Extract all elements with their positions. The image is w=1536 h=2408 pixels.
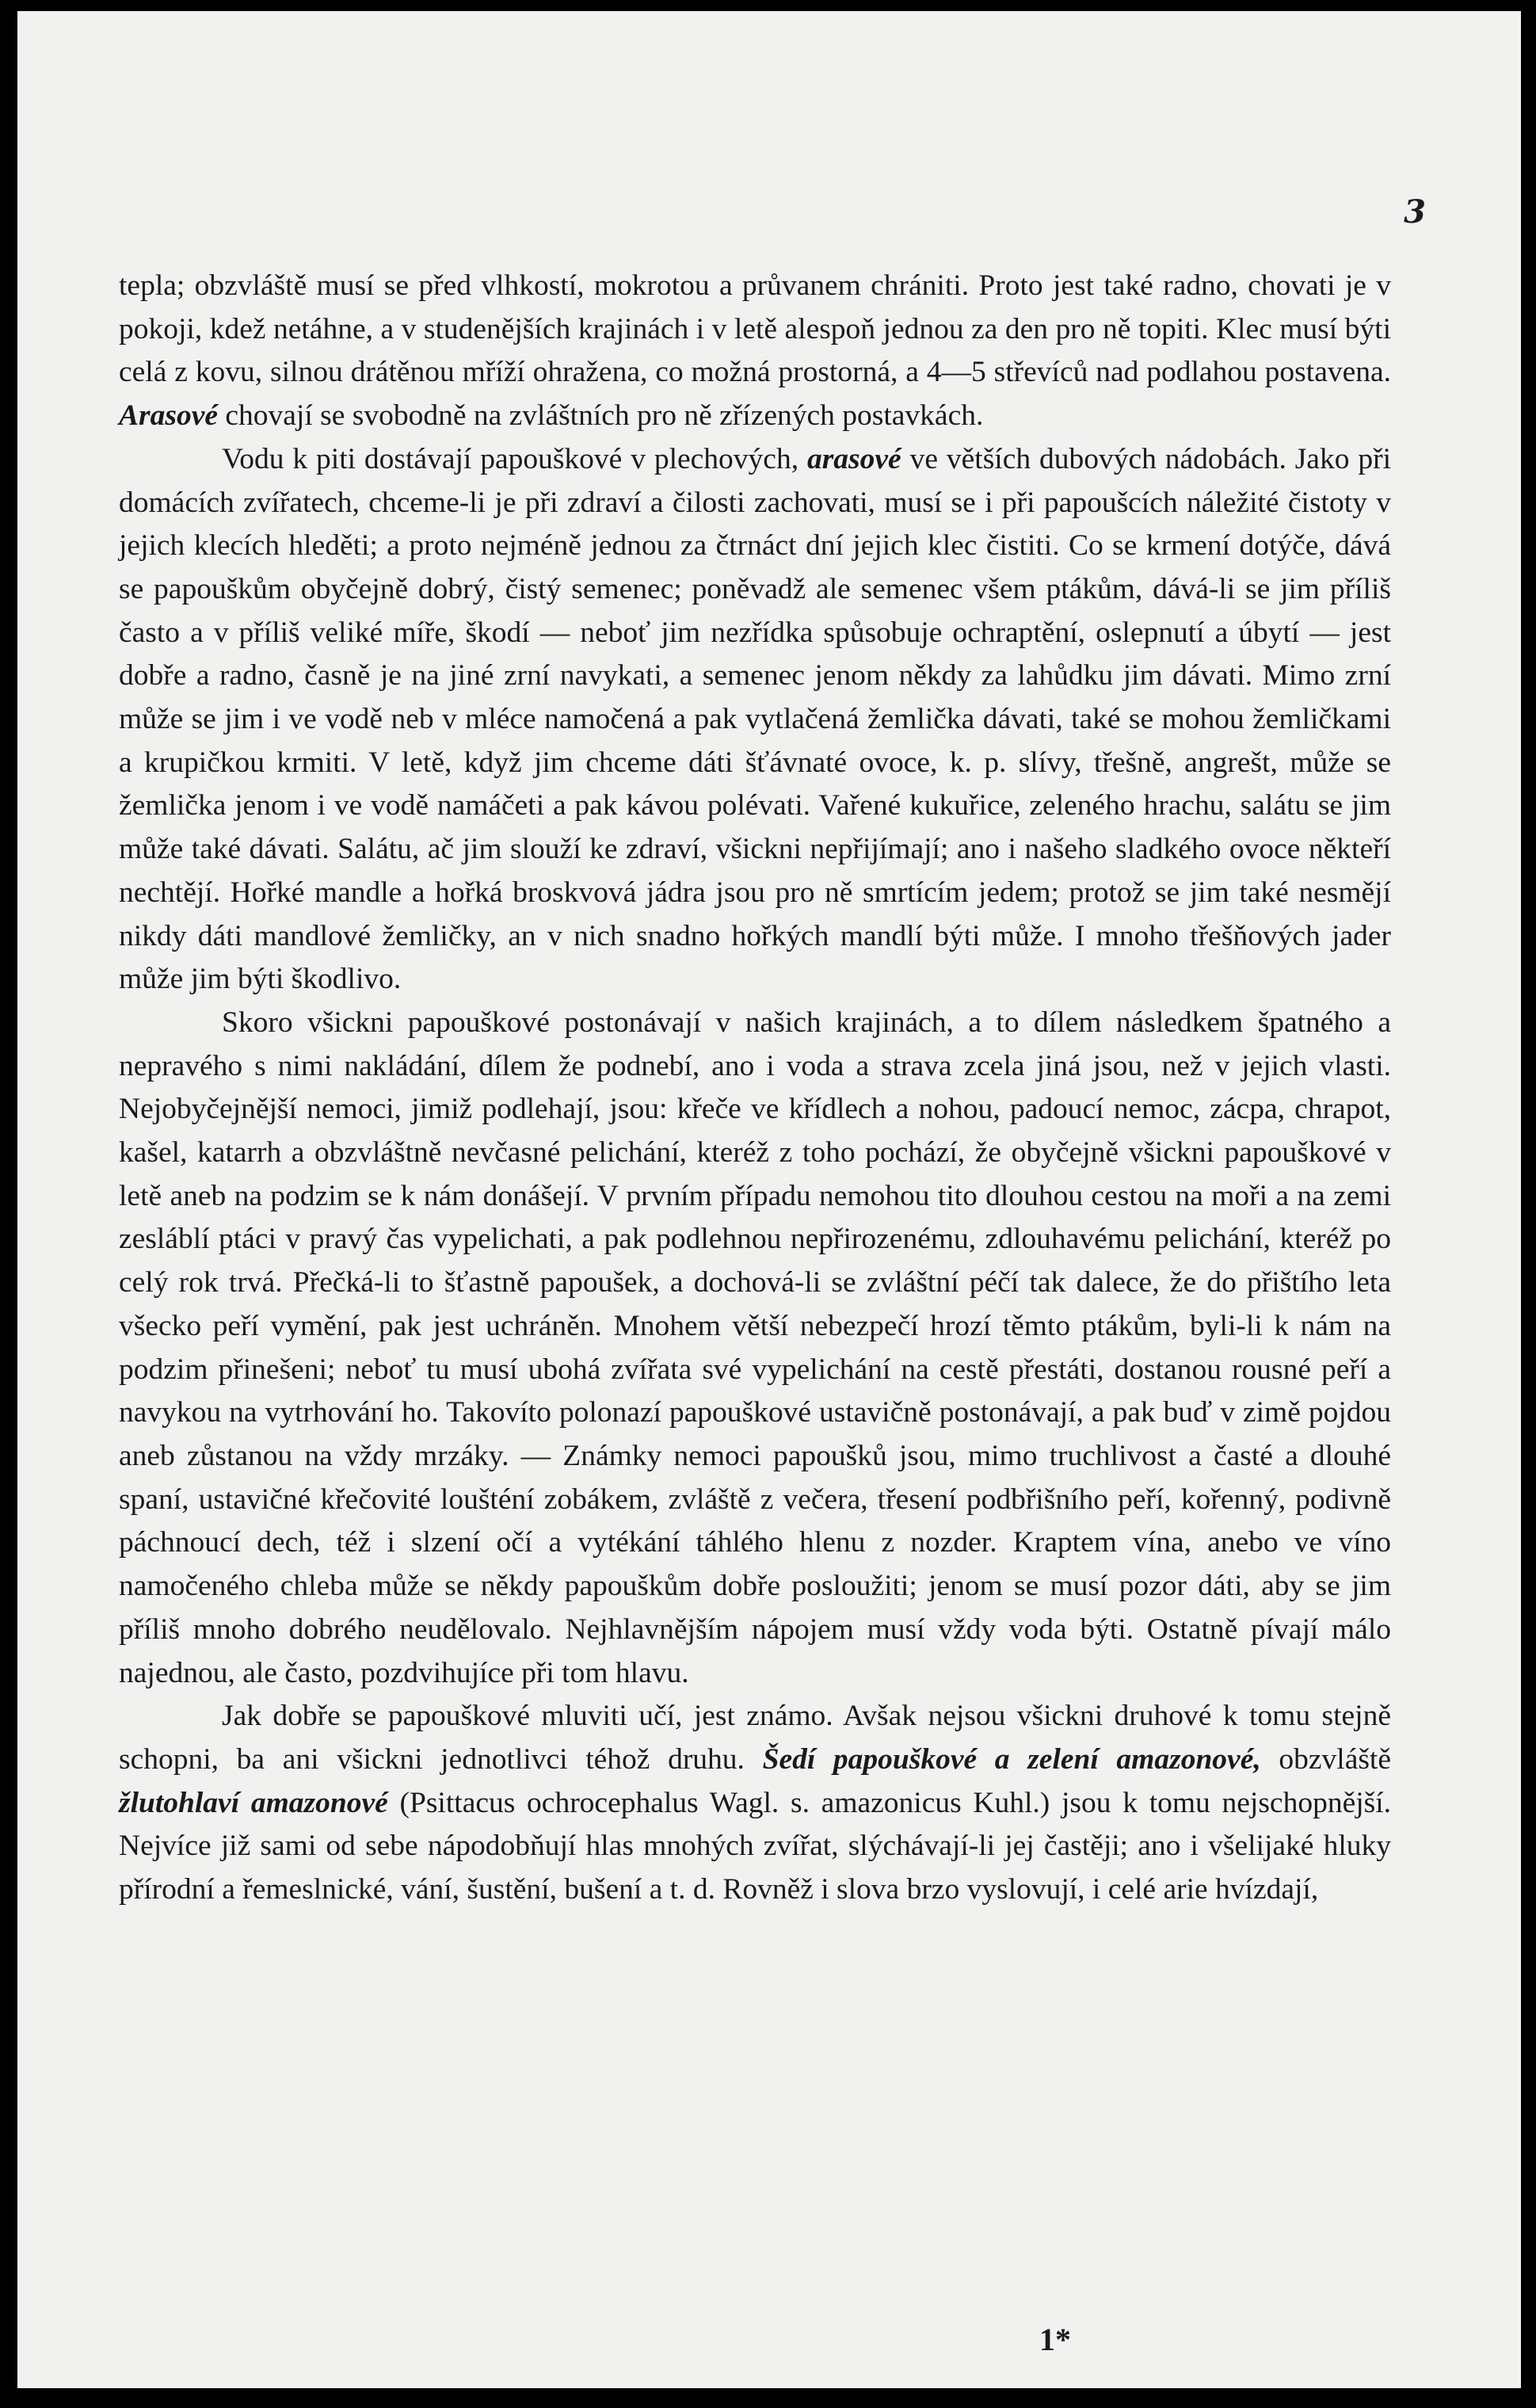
signature-mark: 1* <box>1039 2322 1071 2357</box>
text-run: obzvláště <box>1279 1742 1391 1776</box>
text-run: (Psittacus ochrocephalus Wagl. s. amazonicus Kuhl.) jsou k tomu nejschopnější. Nejvíce již sami od sebe nápodobňují hlas mnohých zvířat, slýchávají-li jej častěji; ano i všelijaké hluky přírodní a řemeslnické, vání, šustění, bušení a t. d. Rovněž i slova brzo vyslovují, i celé arie hvízdají, <box>119 1786 1392 1906</box>
body-text <box>119 265 1391 1912</box>
paragraph-2 <box>119 438 1391 1002</box>
text-run: Skoro všickni papouškové postonávají v našich krajinách, a to dílem následkem špatného a nepravého s nimi nakládání, dílem že podnebí, ano i voda a strava zcela jiná jsou, než v jejich vlasti. Nejobyčejnější nemoci, jimiž podlehají, jsou: křeče ve křídlech a nohou, padoucí nemoc, zácpa, chrapot, kašel, katarrh a obzvláštně nevčasné pelichání, kteréž z toho pochází, že obyčejně všickni papouškové v letě aneb na podzim se k nám donášejí. V prvním případu nemohou tito dlouhou cestou na moři a na zemi zesláblí ptáci v pravý čas vypelichati, a pak podlehnou nepřirozenému, zdlouhavému pelichání, kteréž po celý rok trvá. Přečká-li to šťastně papoušek, a dochová-li se zvláštní péčí tak dalece, že do přištího leta všecko peří vymění, pak jest uchráněn. Mnohem větší nebezpečí hrozí těmto ptákům, byli-li k nám na podzim přinešeni; neboť tu musí ubohá zvířata své vypelichání na cestě přestáti, dostanou rousné peří a navykou na vytrhování ho. Takovíto polonazí papouškové ustavičně postonávají, a pak buď v zimě pojdou aneb zůstanou na vždy mrzáky. — Známky nemoci papoušků jsou, mimo truchlivost a časté a dlouhé spaní, ustavičné křečovité loušténí zobákem, zvláště z večera, třesení podbřišního peří, kořenný, podivně páchnoucí dech, též i slzení očí a vytékání táhlého hlenu z nozder. Kraptem vína, anebo ve víno namočeného chleba může se někdy papouškům dobře posloužiti; jenom se musí pozor dáti, aby se jim příliš mnoho dobrého neudělovalo. Nejhlavnějším nápojem musí vždy voda býti. Ostatně pívají málo najednou, ale často, pozdvihujíce při tom hlavu. <box>119 1006 1391 1689</box>
paragraph-4 <box>119 1695 1391 1912</box>
text-run: Jak dobře se papouškové mluviti učí, jest známo. Avšak nejsou všickni druhové k tomu stejně schopni, ba ani všickni jednotlivci téhož druhu. <box>119 1700 1391 1776</box>
text-run: Vodu k piti dostávají papouškové v plechových, <box>222 442 799 475</box>
paragraph-1 <box>119 265 1391 438</box>
italic-term: Arasové <box>119 399 218 433</box>
paragraph-3 <box>119 1002 1391 1695</box>
text-run: tepla; obzvláště musí se před vlhkostí, mokrotou a průvanem chrániti. Proto jest také radno, chovati je v pokoji, kdež netáhne, a v studenějších krajinách i v letě alespoň jednou za den pro ně topiti. Klec musí býti celá z kovu, silnou drátěnou mříží ohražena, co možná prostorná, a 4—5 střevíců nad podlahou postavena. <box>119 269 1391 389</box>
text-run: chovají se svobodně na zvláštních pro ně zřízených postavkách. <box>225 399 984 433</box>
italic-term: Šedí papouškové a zelení amazonové, <box>762 1742 1261 1776</box>
page-number: 3 <box>1404 193 1426 231</box>
book-page <box>17 11 1521 2388</box>
italic-term: arasové <box>806 442 901 475</box>
italic-term: žlutohlaví amazonové <box>119 1786 388 1819</box>
text-run: ve větších dubových nádobách. Jako při domácích zvířatech, chceme-li je při zdraví a čilosti zachovati, musí se i při papoušcích náležité čistoty v jejich klecích hleděti; a proto nejméně jednou za čtrnáct dní jejich klec čistiti. Co se krmení dotýče, dává se papouškům obyčejně dobrý, čistý semenec; poněvadž ale semenec všem ptákům, dává-li se jim příliš často a v příliš veliké míře, škodí — neboť jim nezřídka spůsobuje ochraptění, oslepnutí a úbytí — jest dobře a radno, časně je na jiné zrní navykati, a semenec jenom někdy za lahůdku jim dávati. Mimo zrní může se jim i ve vodě neb v mléce namočená a pak vytlačená žemlička dávati, také se mohou žemličkami a krupičkou krmiti. V letě, když jim chceme dáti šťávnaté ovoce, k. p. slívy, třešně, angrešt, může se žemlička jenom i ve vodě namáčeti a pak kávou polévati. Vařené kukuřice, zeleného hrachu, salátu se jim může také dávati. Salátu, ač jim slouží ke zdraví, všickni nepřijímají; ano i našeho sladkého ovoce někteří nechtějí. Hořké mandle a hořká broskvová jádra jsou pro ně smrtícím jedem; protož se jim také nesmějí nikdy dáti mandlové žemličky, an v nich snadno hořkých mandlí býti může. I mnoho třešňových jader může jim býti škodlivo. <box>119 442 1391 996</box>
